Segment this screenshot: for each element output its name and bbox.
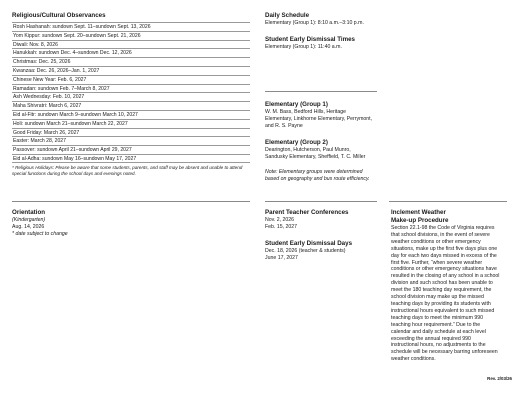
weather-line: meet the 180 teaching day requirement, the [391,287,492,294]
orientation-note: * date subject to change [12,231,68,237]
religious-observances-section [12,12,250,177]
group2-line: Dearington, Hutcherson, Paul Munro, [265,147,351,153]
observance-row: Passover: sundown April 21–sundown April 29, 2027 [12,145,250,154]
observance-row: Eid al-Fitr: sundown March 9–sundown March 10, 2027 [12,110,250,119]
weather-line: conditions or other emergency situations have [391,266,497,273]
weather-line: exceeding the annual required 990 [391,335,471,342]
weather-line: weather conditions. [391,356,436,363]
ptc-section [265,209,385,231]
observance-row: Good Friday: March 26, 2027 [12,128,250,137]
early-dismissal-day: June 17, 2027 [265,255,298,261]
observance-row: Diwali: Nov. 8, 2026 [12,40,250,49]
weather-line: Section 22.1-98 the Code of Virginia requires [391,225,495,231]
early-dismissal-times-section [265,36,380,51]
orientation-section [12,209,132,238]
weather-line: day for each two days missed in excess of the [391,252,497,259]
revision-label: Rev. 2/03/26 [487,376,512,381]
weather-line: that school divisions, in the event of severe [391,231,490,238]
early-dismissal-day: Dec. 18, 2026 (teacher & students) [265,248,346,254]
ptc-date: Feb. 15, 2027 [265,224,298,230]
group1-section [265,101,383,130]
observance-row: Kwanzaa: Dec. 26, 2026–Jan. 1, 2027 [12,66,250,75]
observance-row: Holi: sundown March 21–sundown March 22, 2027 [12,119,250,128]
group2-heading: Elementary (Group 2) [265,139,328,146]
observance-row: Eid al-Adha: sundown May 16–sundown May 17, 2027 [12,154,250,163]
religious-heading: Religious/Cultural Observances [12,12,106,19]
group2-section [265,139,383,161]
daily-schedule-heading: Daily Schedule [265,12,310,19]
group1-heading: Elementary (Group 1) [265,101,328,108]
observance-row: Ash Wednesday: Feb. 10, 2027 [12,92,250,101]
early-dismissal-days-section [265,240,385,262]
observance-row: Christmas: Dec. 25, 2026 [12,57,250,66]
early-dismissal-days-heading: Student Early Dismissal Days [265,240,353,247]
weather-line: teaching days by providing its students with [391,300,491,307]
group-note-line: based on geography and bus route efficiency. [265,175,370,182]
observance-row: Yom Kippur: sundown Sept. 20–sundown Sept. 21, 2026 [12,31,250,40]
weather-line: school division may make up the missed [391,294,484,301]
observance-row: Chinese New Year: Feb. 6, 2027 [12,75,250,84]
weather-line: teaching hour requirement.” Due to the [391,321,481,328]
ptc-date: Nov. 2, 2026 [265,217,295,223]
group2-line: Sandusky Elementary, Sheffield, T. C. Miller [265,153,366,160]
divider [389,201,507,202]
observance-row: Maha Shivratri: March 6, 2027 [12,101,250,110]
orientation-heading: Orientation [12,209,46,216]
orientation-sub: (Kindergarten) [12,217,46,223]
weather-heading: Inclement Weather [391,209,446,216]
weather-line: first five. Further, “when severe weather [391,259,483,266]
weather-line: division and such school has been unable to [391,280,493,287]
weather-subheading: Make-up Procedure [391,217,449,224]
ptc-heading: Parent Teacher Conferences [265,209,349,216]
divider [12,201,250,202]
weather-line: schedule will be necessary barring unforeseen [391,349,498,356]
weather-line: calendar and daily schedule at each level [391,328,486,335]
inclement-weather-section [391,209,516,363]
daily-schedule-line: Elementary (Group 1): 8:10 a.m.–3:10 p.m. [265,20,364,26]
group-note [265,169,385,183]
observance-row: Rosh Hashanah: sundown Sept. 11–sundown Sept. 13, 2026 [12,22,250,31]
group1-line: and R. S. Payne [265,122,303,129]
weather-line: situations, make up the first five days plus one [391,245,498,252]
weather-line: weather conditions or other emergency [391,238,481,245]
group-note-line: Note: Elementary groups were determined [265,169,363,175]
weather-text [391,225,516,363]
religious-footnote: * Religious Holidays: Please be aware that some students, parents, and staff may be absent and unable to attend special functions during the school days and evenings noted. [12,164,243,176]
daily-schedule-section [265,12,380,27]
group1-line: Elementary, Linkhorne Elementary, Perrymont, [265,115,373,122]
weather-line: instructional hours equivalent to such missed [391,307,495,314]
divider [265,201,377,202]
weather-line: resulted in the closing of any school in a school [391,273,500,280]
observance-row: Hanukkah: sundown Dec. 4–sundown Dec. 12, 2026 [12,48,250,57]
divider [265,91,377,92]
early-dismissal-times-line: Elementary (Group 1): 11:40 a.m. [265,44,342,50]
weather-line: instructional hours, no adjustments to the [391,342,486,349]
orientation-date: Aug. 14, 2026 [12,224,45,230]
weather-line: teaching days to meet the minimum 990 [391,314,483,321]
observance-row: Easter: March 28, 2027 [12,136,250,145]
early-dismissal-times-heading: Student Early Dismissal Times [265,36,355,43]
religious-list [12,22,250,163]
group1-line: W. M. Bass, Bedford Hills, Heritage [265,109,347,115]
observance-row: Ramadan: sundown Feb. 7–March 8, 2027 [12,84,250,93]
